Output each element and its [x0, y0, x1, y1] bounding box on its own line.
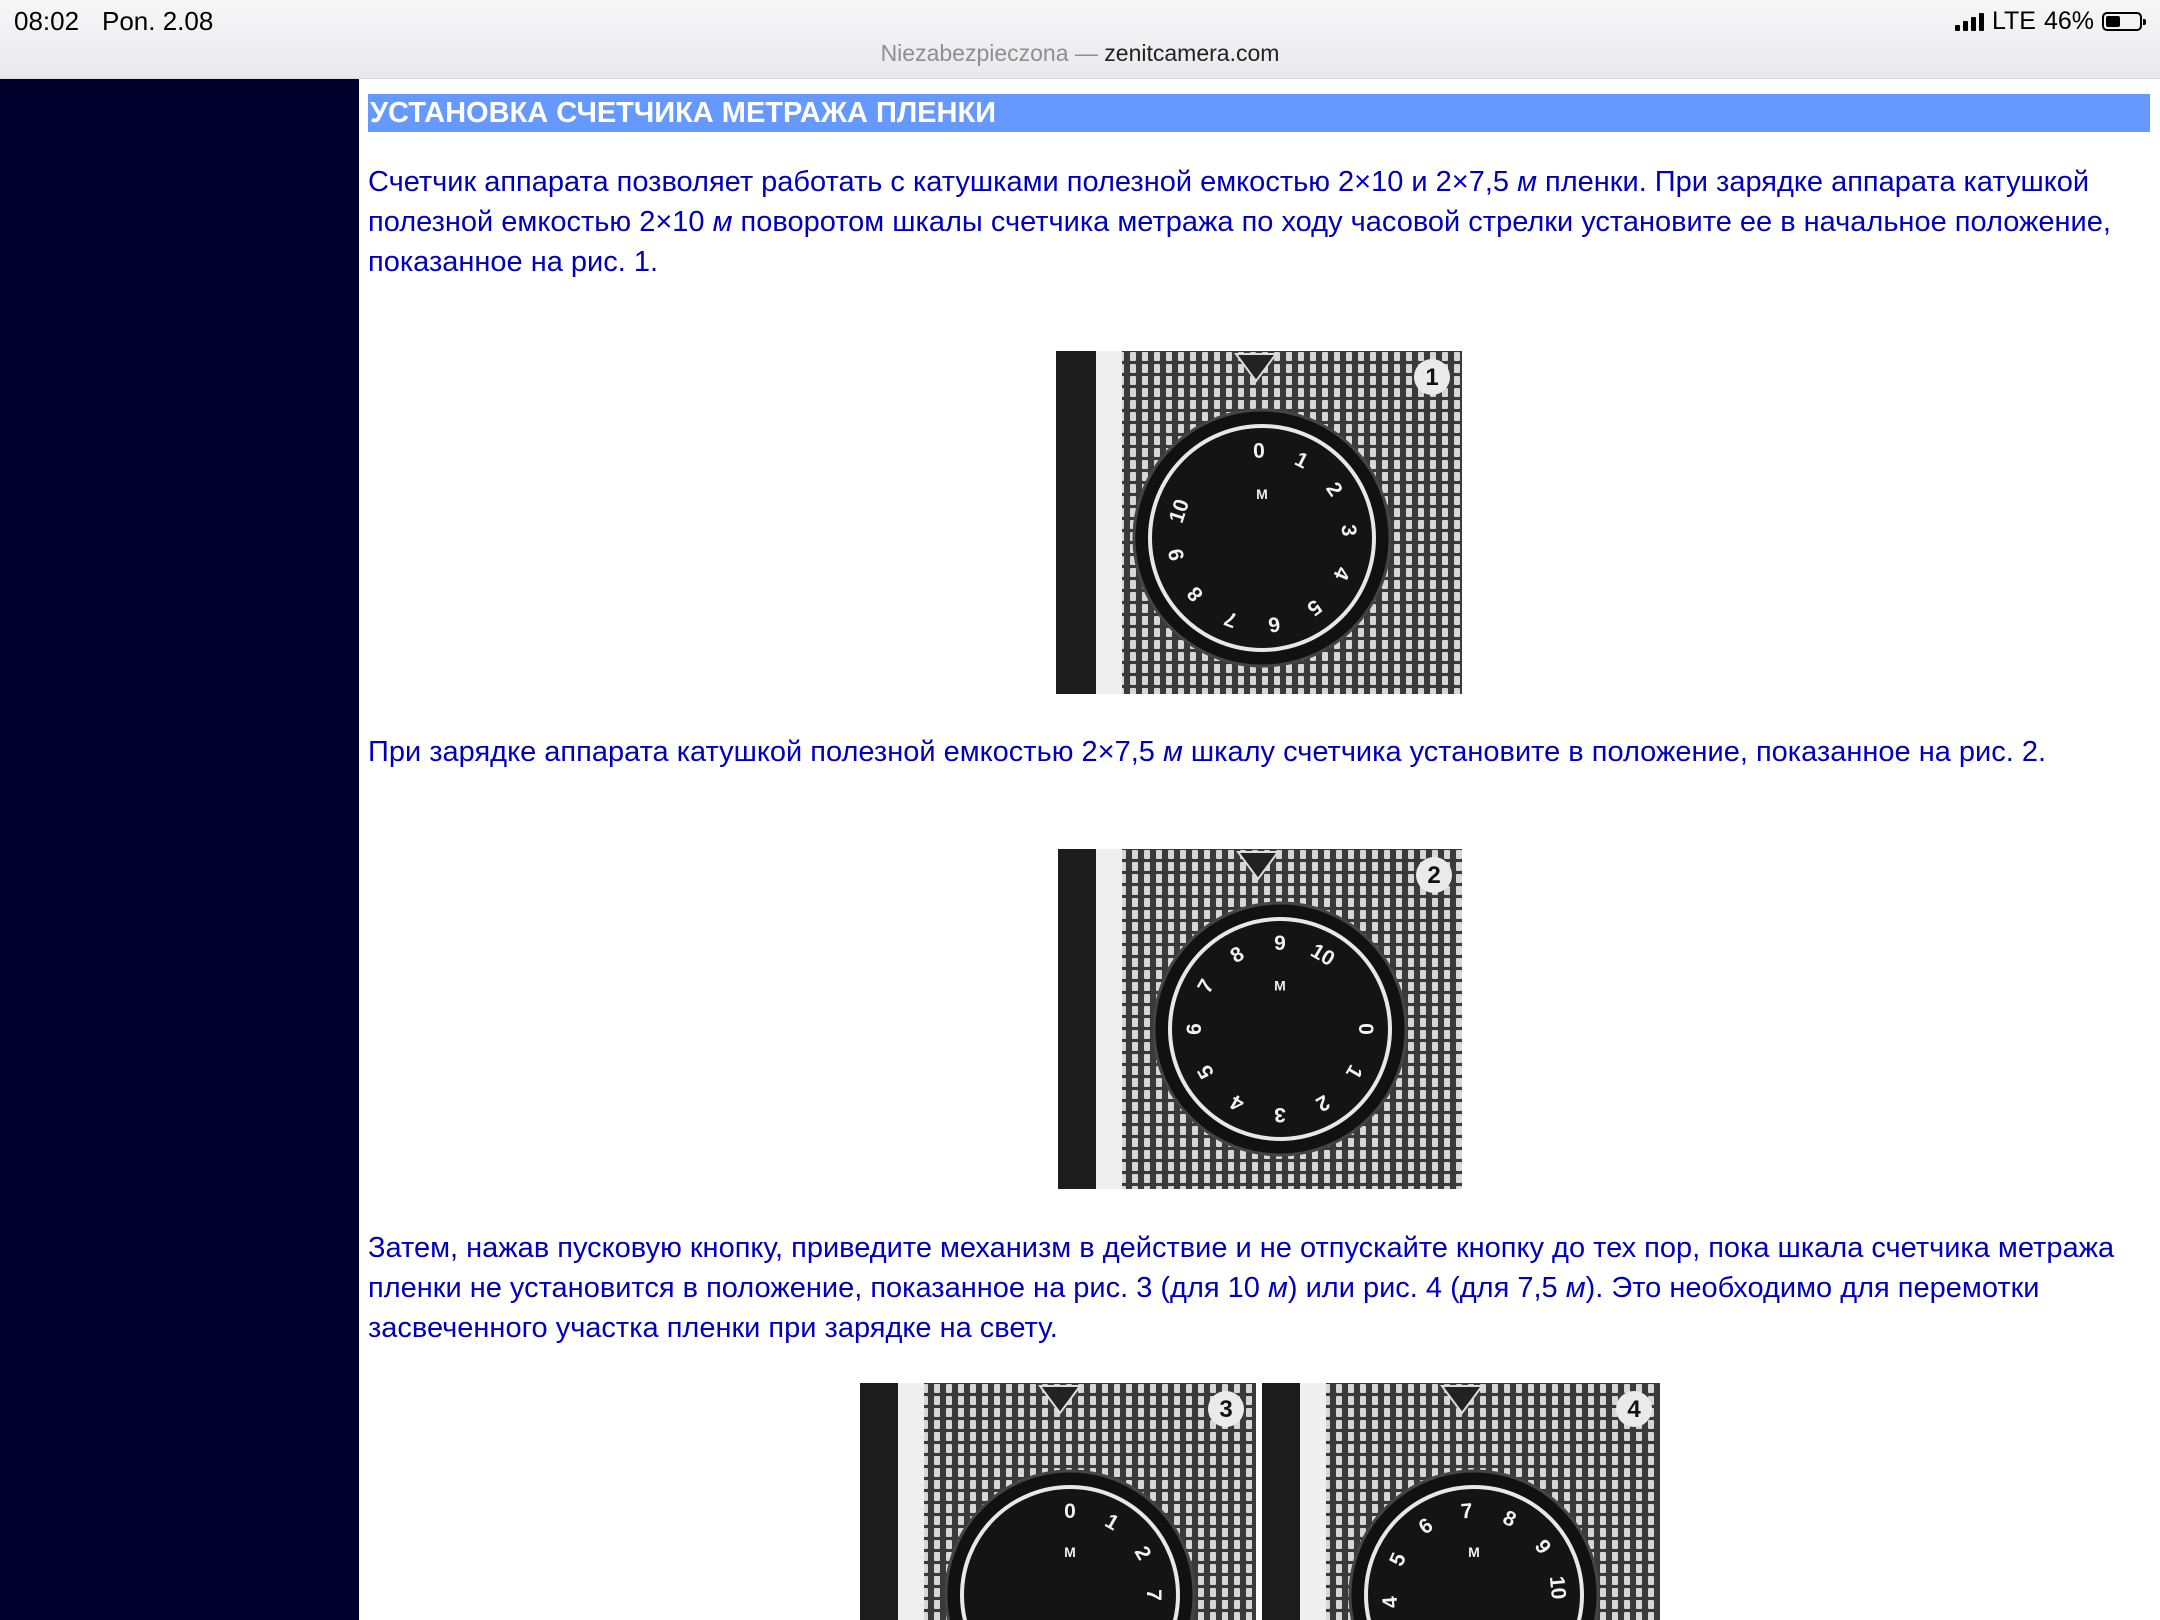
- battery-percent: 46%: [2043, 6, 2094, 35]
- dial-unit-label: М: [1064, 1544, 1076, 1561]
- network-type: LTE: [1991, 6, 2036, 35]
- dial-label-6: 6: [1414, 1513, 1438, 1540]
- dial-label-5: 5: [1385, 1549, 1411, 1570]
- dial-label-9: 9: [1164, 546, 1190, 563]
- paragraph-1: Счетчик аппарата позволяет работать с катушками полезной емкостью 2×10 и 2×7,5 м пленки. При зарядке аппарата катушкой полезной емкостью 2×10 м поворотом шкалы счетчика метража по ходу часовой стрелки установите ее в начальное положение, показанное на рис. 1.: [368, 166, 2111, 278]
- figure-2-counter-dial-photo: [1058, 849, 1462, 1189]
- battery-icon: [2102, 12, 2142, 31]
- dial-label-6: 6: [1183, 1023, 1207, 1035]
- body-edge: [1262, 1383, 1300, 1620]
- body-edge-highlight: [1300, 1383, 1326, 1620]
- dial-label-2: 2: [1311, 1089, 1334, 1116]
- figure-number: 1: [1425, 364, 1439, 391]
- dial-label-4: 4: [1226, 1089, 1249, 1116]
- figure-number: 2: [1427, 862, 1441, 889]
- left-sidebar: [0, 79, 359, 1620]
- status-bar: [0, 0, 2160, 79]
- dial-label-0: 0: [1353, 1023, 1377, 1035]
- body-edge: [1058, 849, 1096, 1189]
- status-time: 08:02: [14, 6, 80, 36]
- dial-label-9: 9: [1274, 932, 1286, 956]
- dial-label-6: 6: [1266, 611, 1282, 637]
- dial-label-3: 3: [1336, 523, 1361, 538]
- body-edge-highlight: [1096, 351, 1122, 694]
- dial-label-7: 7: [1221, 606, 1241, 632]
- paragraph-2: При зарядке аппарата катушкой полезной емкостью 2×7,5 м шкалу счетчика установите в положение, показанное на рис. 2.: [368, 736, 2047, 768]
- dial-label-2: 2: [1129, 1542, 1156, 1564]
- body-edge: [860, 1383, 898, 1620]
- dial-label-7: 7: [1142, 1589, 1166, 1601]
- dial-label-8: 8: [1499, 1506, 1520, 1532]
- dial-label-7: 7: [1193, 975, 1220, 998]
- dial-label-8: 8: [1226, 942, 1249, 969]
- insecure-label: Niezabezpieczona —: [880, 40, 1098, 66]
- figure-1-counter-dial-photo: [1056, 351, 1462, 694]
- dial-unit-label: М: [1256, 485, 1268, 502]
- url-domain: zenitcamera.com: [1104, 40, 1280, 66]
- figure-4-svg: [1262, 1383, 1660, 1620]
- figure-2-svg: [1058, 849, 1462, 1189]
- dial-label-0: 0: [1252, 439, 1266, 463]
- dial-label-7: 7: [1459, 1499, 1474, 1524]
- dial-label-4: 4: [1378, 1595, 1403, 1610]
- dial-label-9: 9: [1529, 1535, 1556, 1559]
- dial-label-5: 5: [1193, 1060, 1220, 1083]
- dial-label-3: 3: [1274, 1102, 1286, 1126]
- dial-label-10: 10: [1544, 1575, 1570, 1601]
- dial-label-8: 8: [1182, 581, 1209, 606]
- dial-label-10: 10: [1306, 939, 1339, 971]
- paragraph-3: Затем, нажав пусковую кнопку, приведите механизм в действие и не отпускайте кнопку до тех пор, пока шкала счетчика метража пленки не установится в положение, показанное на рис. 3 (для 10 м) или рис. 4 (для 7,5 м). Это необходимо для перемотки засвеченного участка пленки при зарядке на свету.: [368, 1232, 2115, 1344]
- dial-label-2: 2: [1321, 478, 1347, 501]
- dial-label-1: 1: [1291, 447, 1312, 474]
- figure-3-counter-dial-photo: [860, 1383, 1256, 1620]
- dial-label-5: 5: [1302, 594, 1326, 621]
- page-title: УСТАНОВКА СЧЕТЧИКА МЕТРАЖА ПЛЕНКИ: [368, 94, 2150, 132]
- figure-4-counter-dial-photo: [1262, 1383, 1660, 1620]
- status-date: Pon. 2.08: [102, 6, 214, 36]
- dial-unit-label: М: [1468, 1544, 1480, 1561]
- body-edge-highlight: [1096, 849, 1122, 1189]
- dial-label-0: 0: [1064, 1499, 1076, 1523]
- figure-3-svg: [860, 1383, 1256, 1620]
- body-edge-highlight: [898, 1383, 924, 1620]
- dial-label-10: 10: [1164, 496, 1194, 526]
- figure-number: 4: [1627, 1396, 1641, 1423]
- dial-unit-label: М: [1274, 977, 1286, 994]
- address-bar[interactable]: [0, 40, 2160, 67]
- dial-label-4: 4: [1328, 563, 1355, 584]
- figure-number: 3: [1219, 1396, 1233, 1423]
- dial-label-1: 1: [1340, 1060, 1367, 1083]
- cellular-signal-icon: [1955, 11, 1984, 31]
- figure-1-svg: [1056, 351, 1462, 694]
- dial-label-1: 1: [1101, 1509, 1123, 1536]
- body-edge: [1056, 351, 1096, 694]
- status-indicators: [1955, 6, 2142, 36]
